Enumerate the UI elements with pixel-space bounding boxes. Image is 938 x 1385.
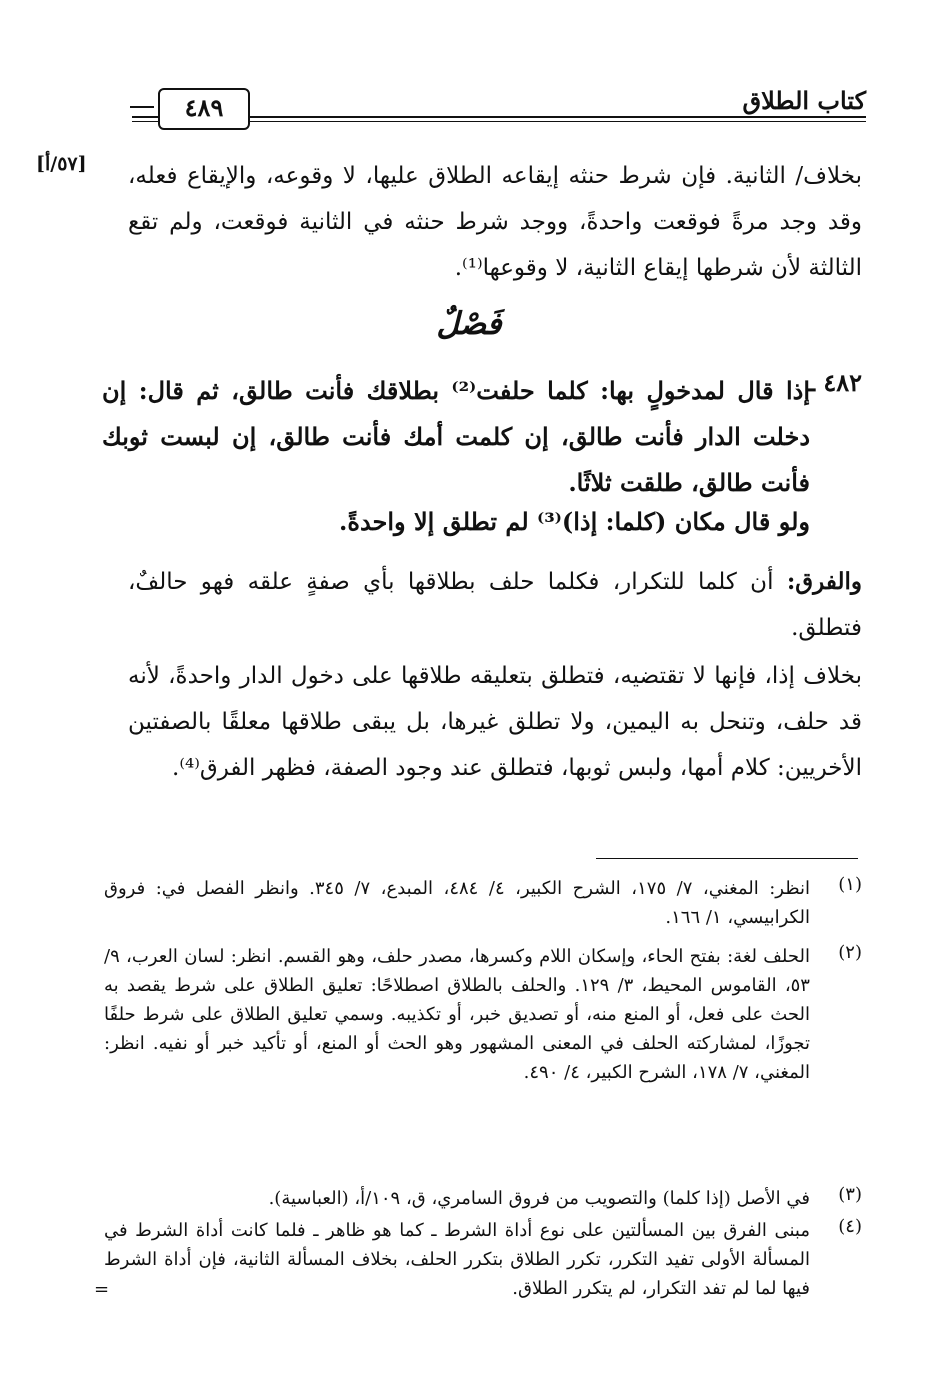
footnote-1-number: (١) [838, 874, 862, 895]
footnote-separator [596, 858, 858, 859]
running-header: كتاب الطلاق [742, 86, 866, 115]
section-heading: فَصْلٌ [436, 306, 502, 342]
continuation-paragraph: بخلاف إذا، فإنها لا تقتضيه، فتطلق بتعليقه طلاقها على دخول الدار واحدةً، لأنه قد حلف، وتنحل به اليمين، ولا تطلق غيرها، بل يبقى طلاقها معلقًا بالصفتين الأخريين: كلام أمها، ولبس ثوبها، فتطلق عند وجود الصفة، فظهر الفرق⁽⁴⁾. [128, 663, 862, 781]
page-number: ٤٨٩ [158, 88, 250, 130]
continuation-mark: = [94, 1279, 110, 1300]
manuscript-folio-note: [٥٧/أ] [36, 153, 87, 175]
difference-text: أن كلما للتكرار، فكلما حلف بطلاقها بأي صفةٍ علقه فهو حالفٌ، فتطلق. [128, 569, 862, 641]
footnote-4-number: (٤) [838, 1216, 862, 1237]
difference-label: والفرق: [786, 568, 862, 595]
issue-number: ٤٨٢ ـ [807, 368, 862, 397]
issue-statement: إذا قال لمدخولٍ بها: كلما حلفت⁽²⁾ بطلاقك فأنت طالق، ثم قال: إن دخلت الدار فأنت طالق، إن كلمت أمك فأنت طالق، إن لبست ثوبك فأنت طالق، طلقت ثلاثًا. [102, 376, 811, 497]
difference-paragraph [128, 559, 862, 651]
footnote-2-number: (٢) [838, 942, 862, 963]
footnote-3-number: (٣) [838, 1184, 862, 1205]
footnote-3: في الأصل (إذا كلما) والتصويب من فروق السامري، ق، ١٠٩/أ، (العباسية). [268, 1188, 810, 1209]
footnote-2: الحلف لغة: بفتح الحاء، وإسكان اللام وكسرها، مصدر حلف، وهو القسم. انظر: لسان العرب، ٩/ ٥٣، القاموس المحيط، ٣/ ١٢٩. والحلف بالطلاق اصطلاحًا: تعليق الطلاق على شرط يقصد به الحث على فعل، أو المنع منه، أو تصديق خبر، أو تكذيبه. وسمي تعليق الطلاق على شرط حلفًا تجوزًا، لمشاركته الحلف في المعنى المشهور وهو الحث أو المنع، أو تأكيد خبر أو نفيه. انظر: المغني، ٧/ ١٧٨، الشرح الكبير، ٤/ ٤٩٠. [104, 946, 810, 1083]
intro-paragraph: بخلاف/ الثانية. فإن شرط حنثه إيقاعه الطلاق عليها، لا وقوعه، والإيقاع فعله، وقد وجد مرةً فوقعت واحدةً، ووجد شرط حنثه في الثانية فوقعت، ولم تقع الثالثة لأن شرطها إيقاع الثانية، لا وقوعها⁽¹⁾. [128, 163, 862, 281]
footnote-4: مبنى الفرق بين المسألتين على نوع أداة الشرط ـ كما هو ظاهر ـ فلما كانت أداة الشرط في المسألة الأولى تفيد التكرر، تكرر الطلاق بتكرر الحلف، بخلاف المسألة الثانية، فإن أداة الشرط فيها لما لم تفد التكرار، لم يتكرر الطلاق. [104, 1220, 810, 1299]
issue-variant: ولو قال مكان (كلما: إذا)⁽³⁾ لم تطلق إلا واحدةً. [339, 507, 810, 536]
footnote-1: انظر: المغني، ٧/ ١٧٥، الشرح الكبير، ٤/ ٤٨٤، المبدع، ٧/ ٣٤٥. وانظر الفصل في: فروق الكرابيسي، ١/ ١٦٦. [104, 878, 811, 928]
